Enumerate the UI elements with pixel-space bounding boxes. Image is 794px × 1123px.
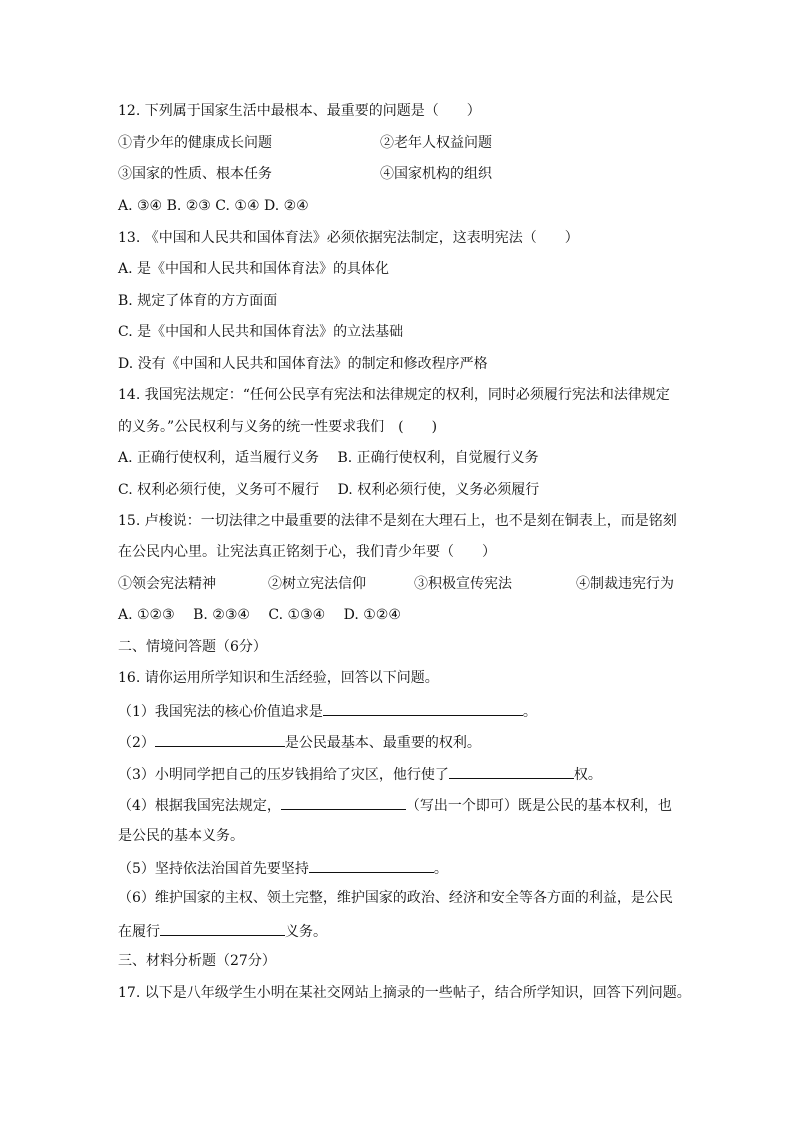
- q13-choice-d: D. 没有《中国和人民共和国体育法》的制定和修改程序严格: [118, 356, 488, 372]
- q13-stem: 13. 《中国和人民共和国体育法》必须依据宪法制定，这表明宪法（ ）: [118, 230, 579, 246]
- q13-choice-a: A. 是《中国和人民共和国体育法》的具体化: [118, 261, 390, 277]
- q14-stem-line-1: 14. 我国宪法规定：“任何公民享有宪法和法律规定的权利，同时必须履行宪法和法律规定: [118, 387, 670, 403]
- q12-answer-choices: A. ③④ B. ②③ C. ①④ D. ②④: [118, 198, 309, 214]
- q16-part-4: [118, 794, 672, 814]
- q16-stem: 16. 请你运用所学知识和生活经验，回答以下问题。: [118, 670, 439, 686]
- q16-part-4-end: （写出一个即可）既是公民的基本权利，也: [405, 798, 672, 814]
- q16-part-6-line-1: （6）维护国家的主权、领土完整，维护国家的政治、经济和安全等各方面的利益，是公民: [118, 890, 673, 906]
- q15-option-4: ④制裁违宪行为: [576, 576, 674, 592]
- q12-option-3: ③国家的性质、根本任务: [118, 166, 272, 182]
- q16-part-2-answer-blank[interactable]: [155, 731, 285, 747]
- q16-part-3-answer-blank[interactable]: [449, 763, 574, 779]
- q16-part-3: [118, 763, 602, 783]
- q15-option-2: ②树立宪法信仰: [268, 576, 366, 592]
- q15-option-1: ①领会宪法精神: [118, 576, 216, 592]
- q16-part-5-text: （5）坚持依法治国首先要坚持: [118, 861, 309, 877]
- q13-choice-c: C. 是《中国和人民共和国体育法》的立法基础: [118, 324, 404, 340]
- q12-option-4: ④国家机构的组织: [380, 166, 492, 182]
- q16-part-5-end: 。: [433, 861, 448, 877]
- q15-option-3: ③积极宣传宪法: [414, 576, 512, 592]
- q16-part-6-end: 义务。: [285, 924, 327, 940]
- q13-choice-b: B. 规定了体育的方方面面: [118, 293, 278, 309]
- q14-choices-ab: A. 正确行使权利，适当履行义务 B. 正确行使权利，自觉履行义务: [118, 450, 539, 466]
- q16-part-5: [118, 857, 448, 877]
- q16-part-2-end: 是公民最基本、最重要的权利。: [284, 735, 481, 751]
- q16-part-2-text: （2）: [118, 735, 155, 751]
- q12-option-1: ①青少年的健康成长问题: [118, 135, 272, 151]
- q12-stem: 12. 下列属于国家生活中最根本、最重要的问题是（ ）: [118, 103, 481, 119]
- q16-part-1-text: （1）我国宪法的核心价值追求是: [118, 704, 323, 720]
- q16-part-5-answer-blank[interactable]: [309, 857, 434, 873]
- q16-part-3-text: （3）小明同学把自己的压岁钱捐给了灾区，他行使了: [118, 767, 449, 783]
- q17-stem: 17. 以下是八年级学生小明在某社交网站上摘录的一些帖子，结合所学知识，回答下列问题。: [118, 985, 691, 1001]
- q16-part-2: [118, 731, 481, 751]
- q15-stem-line-2: 在公民内心里。让宪法真正铭刻于心，我们青少年要（ ）: [118, 544, 496, 560]
- q14-stem-line-2: 的义务。”公民权利与义务的统一性要求我们 ( ): [118, 419, 438, 435]
- q16-part-1-end: 。: [522, 704, 537, 720]
- q16-part-3-end: 权。: [573, 767, 602, 783]
- q15-stem-line-1: 15. 卢梭说：一切法律之中最重要的法律不是刻在大理石上，也不是刻在铜表上，而是铭刻: [118, 513, 677, 529]
- q16-part-4-text: （4）根据我国宪法规定，: [118, 798, 281, 814]
- q16-part-6-answer-blank[interactable]: [160, 920, 285, 936]
- q14-choices-cd: C. 权利必须行使，义务可不履行 D. 权利必须行使，义务必须履行: [118, 482, 540, 498]
- q16-part-6-text: 在履行: [118, 924, 160, 940]
- q12-option-2: ②老年人权益问题: [380, 135, 492, 151]
- q16-part-1-answer-blank[interactable]: [323, 700, 523, 716]
- q16-part-1: [118, 700, 537, 720]
- q15-answer-choices: A. ①②③ B. ②③④ C. ①③④ D. ①②④: [118, 607, 401, 623]
- q16-part-4-continuation: 是公民的基本义务。: [118, 828, 244, 844]
- section-2-heading: 二、情境问答题（6分）: [118, 639, 267, 655]
- q16-part-4-answer-blank[interactable]: [281, 794, 406, 810]
- q16-part-6-line-2: [118, 920, 327, 940]
- section-3-heading: 三、材料分析题（27分）: [118, 953, 276, 969]
